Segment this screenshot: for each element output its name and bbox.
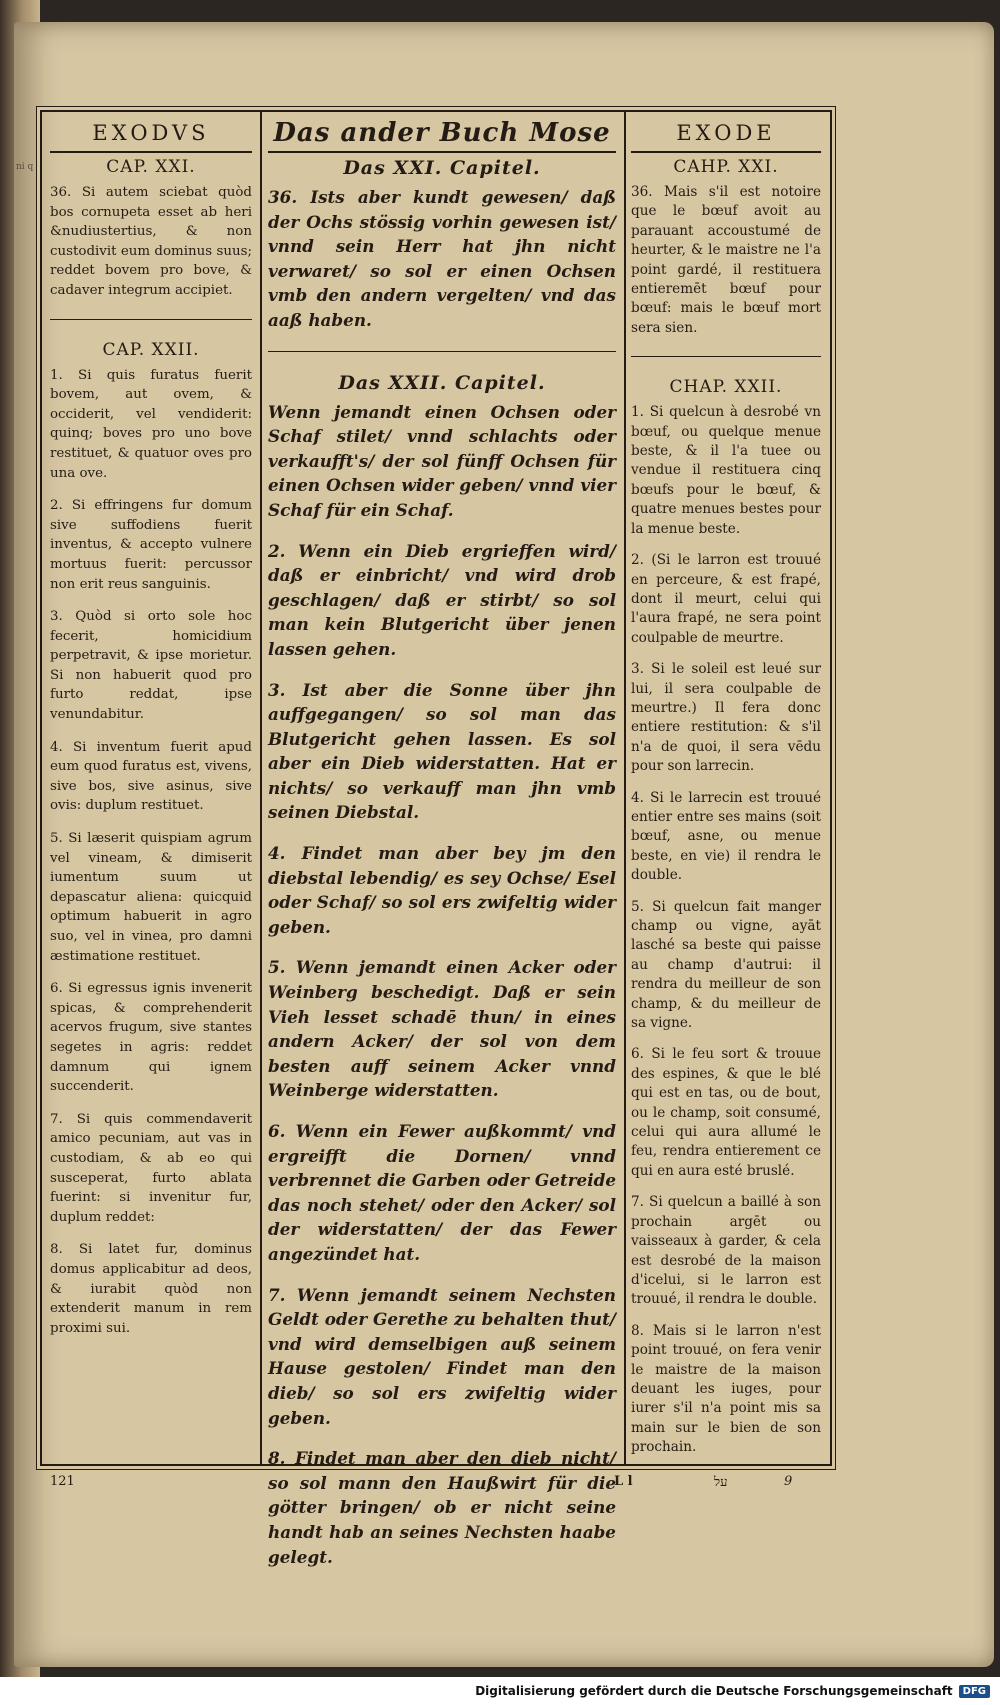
latin-verse: 1. Si quis furatus fuerit bovem, aut ovem, & occiderit, vel vendiderit: quinq; boves pro uno bove restituet, & quatuor oves pro una ove. (50, 367, 252, 481)
running-head-french: EXODE (676, 121, 776, 145)
digitization-credit-bar (0, 1677, 1000, 1705)
section-rule (268, 351, 616, 352)
latin-column (50, 118, 252, 1351)
french-verse: 3. Si le soleil est leué sur lui, il sera coulpable de meurtre.) Il fera donc entiere restitution: & s'il n'a de quoi, il sera vēdu pour son larrecin. (631, 661, 821, 775)
latin-verse: 4. Si inventum fuerit apud eum quod furatus est, vivens, sive bos, sive asinus, sive ovis: duplum restituet. (50, 739, 252, 814)
section-rule (631, 356, 821, 357)
german-verse: 8. Findet man aber den dieb nicht/ so sol mann den Haußwirt für die götter bringen/ ob er nicht seine handt hab an seines Nechsten haabe gelegt. (268, 1448, 616, 1567)
page-number-left: 121 (50, 1474, 75, 1489)
rule (631, 151, 821, 153)
latin-verse: 7. Si quis commendaverit amico pecuniam, aut vas in custodiam, & ab eo qui susceperat, furto ablata fuerint: si invenitur fur, duplum reddet: (50, 1111, 252, 1225)
latin-verse-36: 36. Si autem sciebat quòd bos cornupeta esset ab heri &nudiustertius, & non custodivit eum dominus suus; reddet bovem pro bove, & cadaver integrum accipiet. (50, 185, 252, 298)
running-head-latin: EXODVS (92, 121, 210, 145)
facing-page-edge-text: ni q (16, 162, 34, 172)
german-verse: 3. Ist aber die Sonne über jhn auffgegangen/ so sol man das Blutgericht gehen lassen. Es sol aber ein Dieb widerstatten. Hat er nichts/ so verkauff man jhn vmb seinen Diebstal. (268, 679, 616, 823)
german-verse: 2. Wenn ein Dieb ergrieffen wird/ daß er einbricht/ vnd wird drob geschlagen/ daß er stirbt/ so sol man kein Blutgericht über jenen lassen gehen. (268, 540, 616, 659)
hebrew-catchword: על (714, 1475, 728, 1490)
latin-verse: 5. Si læserit quispiam agrum vel vineam, & dimiserit iumentum suum ut depascatur aliena: quicquid optimum habuerit in agro suo, vel in vinea, pro damni æstimatione restituet. (50, 831, 252, 964)
german-chapter-21-heading: Das XXI. Capitel. (343, 157, 541, 179)
german-verse: 5. Wenn jemandt einen Acker oder Weinberg beschedigt. Daß er sein Vieh lesset schadē thun/ in eines andern Acker/ der sol von dem besten auff seinem Acker vnnd Weinberge widerstatten. (268, 957, 616, 1101)
section-rule (50, 319, 252, 320)
german-verse: 4. Findet man aber bey jm den diebstal lebendig/ es sey Ochse/ Esel oder Schaf/ so sol ers zwifeltig wider geben. (268, 843, 616, 937)
french-verse: 4. Si le larrecin est trouué entier entre ses mains (soit bœuf, asne, ou menue beste, en vie) il rendra le double. (631, 789, 821, 884)
rule (268, 151, 616, 153)
book-page (14, 22, 994, 1667)
latin-chapter-21-heading: CAP. XXI. (106, 157, 196, 177)
german-verse: 6. Wenn ein Fewer außkommt/ vnd ergreifft die Dornen/ vnnd verbrennet die Garben oder Getreide das noch stehet/ oder den Acker/ sol der widerstatten/ der das Fewer angezündet hat. (268, 1121, 616, 1264)
german-verse: 7. Wenn jemandt seinem Nechsten Geldt oder Gerethe zu behalten thut/ vnd wird demselbigen auß seinem Hause gestolen/ Findet man den dieb/ so sol ers zwifeltig wider geben. (268, 1284, 616, 1428)
french-verse-36: 36. Mais s'il est notoire que le bœuf avoit au parauant accoustumé de heurter, & le maistre ne l'a point gardé, il restituera entieremēt bœuf pour bœuf: mais le bœuf mort sera sien. (631, 184, 821, 336)
french-chapter-21-heading: CAHP. XXI. (673, 157, 779, 177)
german-verse-36: 36. Ists aber kundt gewesen/ daß der Ochs stössig vorhin gewesen ist/ vnnd sein Herr hat jhn nicht verwaret/ so sol er einen Ochsen vmb den andern vergelten/ vnd das aaß haben. (268, 187, 616, 330)
french-column (631, 118, 821, 1470)
rule (50, 151, 252, 153)
latin-chapter-22-heading: CAP. XXII. (102, 339, 200, 360)
latin-verse: 6. Si egressus ignis invenerit spicas, & comprehenderit acervos frugum, sive stantes segetes in agris: reddet damnum qui ignem succenderit. (50, 981, 252, 1095)
french-verse: 2. (Si le larron est trouué en perceure, & est frapé, dont il meurt, celui qui l'aura frapé, ne sera point coulpable de meurtre. (631, 552, 821, 646)
latin-verse: 2. Si effringens fur domum sive suffodiens fuerit inventus, & accepto vulnere mortuus fuerit: percussor non erit reus sanguinis. (50, 498, 252, 592)
column-divider-left (260, 112, 262, 1464)
french-verse: 8. Mais si le larron n'est point trouué, on fera venir le maistre de la maison deuant les iuges, pour iurer s'il n'a point mis sa main sur le bien de son prochain. (631, 1322, 821, 1456)
latin-verse: 8. Si latet fur, dominus domus applicabitur ad deos, & iurabit quòd non extenderit manum in rem proximi sui. (50, 1242, 252, 1336)
running-head-german: Das ander Buch Mose (273, 118, 611, 148)
french-verse: 5. Si quelcun fait manger champ ou vigne, ayāt lasché sa beste qui paisse au champ d'autrui: il rendra du meilleur de son champ, & du meilleur de sa vigne. (631, 898, 821, 1032)
latin-verse: 3. Quòd si orto sole hoc fecerit, homicidium perpetravit, & ipse morietur. Si non habuerit quod pro furto reddat, ipse venundabitur. (50, 609, 252, 723)
dfg-logo-icon[interactable]: DFG (959, 1685, 990, 1698)
column-divider-right (624, 112, 626, 1464)
german-verse: Wenn jemandt einen Ochsen oder Schaf stilet/ vnnd schlachts oder verkaufft's/ der sol fünff Ochsen für einen Ochsen wider geben/ vnnd vier Schaf für ein Schaf. (268, 401, 616, 520)
french-verse: 1. Si quelcun à desrobé vn bœuf, ou quelque menue beste, & il l'a tuee ou vendue il restituera cinq bœufs pour le bœuf, & quatre menues bestes pour la menue beste. (631, 404, 821, 537)
french-chapter-22-heading: CHAP. XXII. (669, 377, 783, 398)
french-verse: 7. Si quelcun a baillé à son prochain argēt ou vaisseaux à garder, & cela est desrobé de la maison d'icelui, si le larron est trouué, il rendra le double. (631, 1194, 821, 1308)
page-number-right: 9 (784, 1474, 793, 1489)
signature-mark: L l (614, 1474, 633, 1489)
german-chapter-22-heading: Das XXII. Capitel. (338, 371, 546, 394)
credit-text: Digitalisierung gefördert durch die Deutsche Forschungsgemeinschaft (475, 1684, 953, 1698)
french-verse: 6. Si le feu sort & trouue des espines, & que le blé qui est en tas, ou de bout, ou le champ, soit consumé, celui qui aura allumé le feu, rendra entierement ce qui en aura esté bruslé. (631, 1046, 821, 1179)
german-column (268, 118, 616, 1585)
